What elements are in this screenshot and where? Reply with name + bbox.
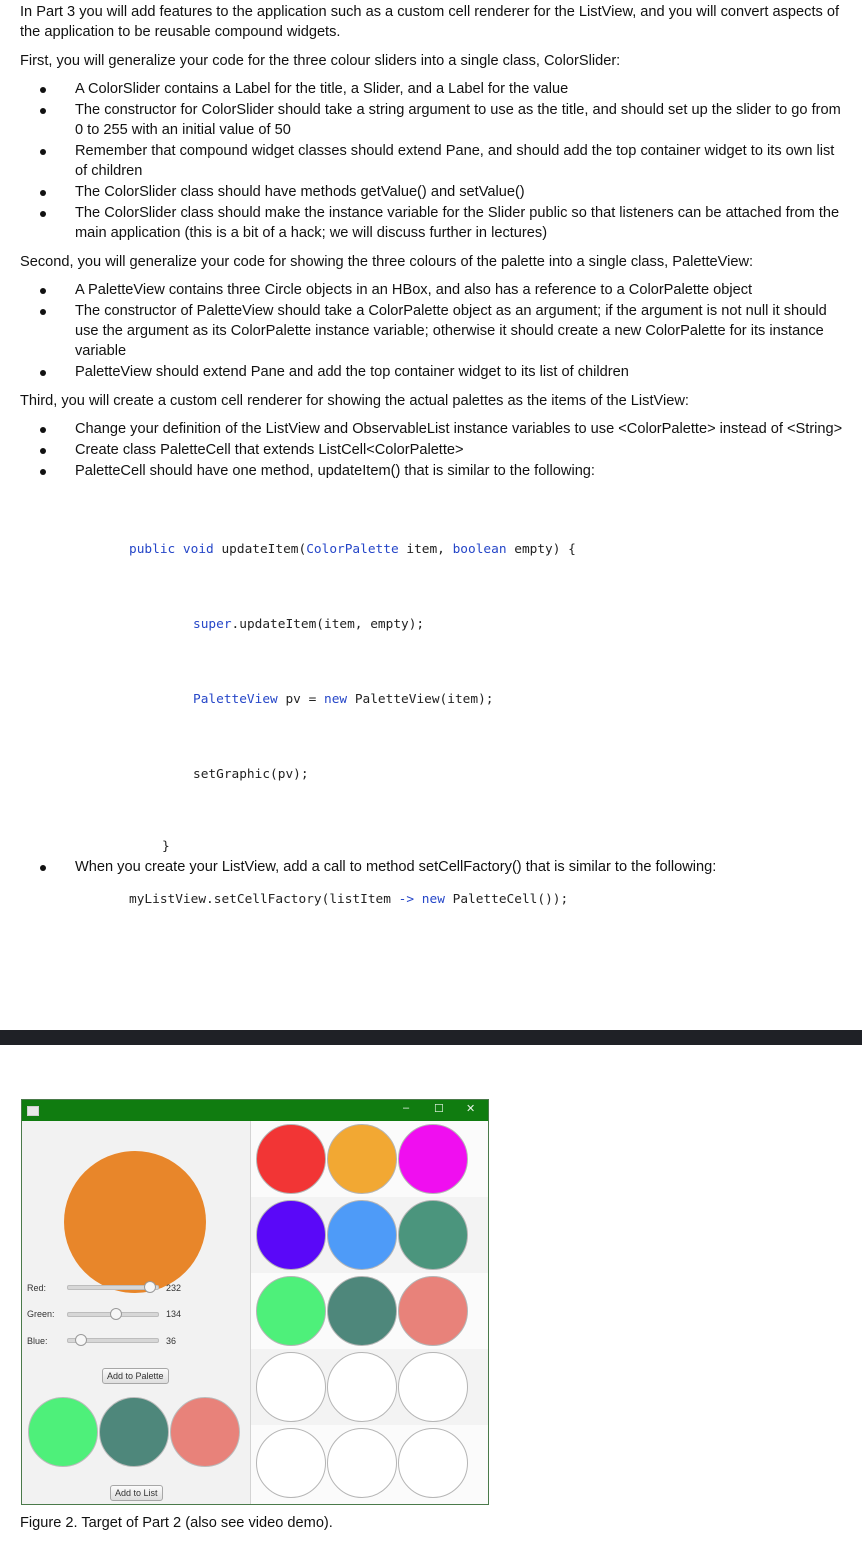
list-color-circle bbox=[327, 1428, 397, 1498]
list-item: The constructor of PaletteView should take a ColorPalette object as an argument; if the argument is not null it should use the argument as its ColorPalette instance variable; otherwise it should create a new ColorPalette for its instance variable bbox=[20, 301, 845, 361]
third-lead: Third, you will create a custom cell renderer for showing the actual palettes as the items of the ListView: bbox=[20, 393, 689, 409]
factory-code: myListView.setCellFactory(listItem -> new PaletteCell()); bbox=[129, 892, 569, 907]
palette-color-circle bbox=[99, 1397, 169, 1467]
list-color-circle bbox=[256, 1428, 326, 1498]
list-item: The ColorSlider class should have methods getValue() and setValue() bbox=[20, 182, 845, 202]
blue-slider-knob[interactable] bbox=[75, 1334, 87, 1346]
list-item: The constructor for ColorSlider should take a string argument to use as the title, and should set up the slider to go from 0 to 255 with an initial value of 50 bbox=[20, 100, 845, 140]
code-line: setGraphic(pv); bbox=[193, 767, 309, 782]
palette-color-circle bbox=[28, 1397, 98, 1467]
list-color-circle bbox=[327, 1200, 397, 1270]
red-label: Red: bbox=[27, 1283, 47, 1293]
list-color-circle bbox=[398, 1124, 468, 1194]
list-item: A PaletteView contains three Circle objects in an HBox, and also has a reference to a ColorPalette object bbox=[20, 280, 845, 300]
second-list bbox=[20, 280, 845, 382]
main-color-circle bbox=[64, 1151, 206, 1293]
document-body bbox=[20, 2, 845, 912]
list-color-circle bbox=[256, 1200, 326, 1270]
code-close-brace: } bbox=[162, 839, 170, 854]
third-list bbox=[20, 419, 845, 481]
list-item: Remember that compound widget classes should extend Pane, and should add the top container widget to its own list of children bbox=[20, 141, 845, 181]
list-item: Change your definition of the ListView and ObservableList instance variables to use <ColorPalette> instead of <String> bbox=[20, 419, 845, 439]
palette-color-circle bbox=[170, 1397, 240, 1467]
screenshot-top-bar bbox=[0, 1030, 862, 1045]
red-value: 232 bbox=[166, 1283, 182, 1293]
list-item: When you create your ListView, add a call to method setCellFactory() that is similar to the following: bbox=[20, 857, 845, 877]
red-slider-knob[interactable] bbox=[144, 1281, 156, 1293]
green-slider-knob[interactable] bbox=[110, 1308, 122, 1320]
code-line: PaletteView pv = new PaletteView(item); bbox=[193, 692, 494, 707]
list-item: Create class PaletteCell that extends ListCell<ColorPalette> bbox=[20, 440, 845, 460]
code-line: public void updateItem(ColorPalette item, boolean empty) { bbox=[129, 542, 576, 557]
list-item: PaletteCell should have one method, updateItem() that is similar to the following: bbox=[20, 461, 845, 481]
list-color-circle bbox=[256, 1352, 326, 1422]
list-color-circle bbox=[327, 1276, 397, 1346]
first-lead: First, you will generalize your code for the three colour sliders into a single class, ColorSlider: bbox=[20, 53, 621, 69]
update-item-code bbox=[129, 487, 845, 837]
title-bar bbox=[22, 1100, 488, 1121]
list-color-circle bbox=[398, 1276, 468, 1346]
list-color-circle bbox=[398, 1428, 468, 1498]
list-item: The ColorSlider class should make the instance variable for the Slider public so that listeners can be attached from the main application (this is a bit of a hack; we will discuss further in lectures) bbox=[20, 203, 845, 243]
minimize-icon[interactable]: – bbox=[403, 1102, 410, 1114]
green-value: 134 bbox=[166, 1309, 182, 1319]
first-list bbox=[20, 79, 845, 243]
list-item: A ColorSlider contains a Label for the title, a Slider, and a Label for the value bbox=[20, 79, 845, 99]
add-to-list-button[interactable]: Add to List bbox=[110, 1485, 163, 1501]
list-item: PaletteView should extend Pane and add the top container widget to its list of children bbox=[20, 362, 845, 382]
second-lead: Second, you will generalize your code for showing the three colours of the palette into a single class, PaletteView: bbox=[20, 254, 754, 270]
list-color-circle bbox=[256, 1276, 326, 1346]
code-line: super.updateItem(item, empty); bbox=[193, 617, 425, 632]
intro-paragraph: In Part 3 you will add features to the application such as a custom cell renderer for the ListView, and you will convert aspects of the application to be reusable compound widgets. bbox=[20, 4, 840, 40]
maximize-icon[interactable]: ☐ bbox=[434, 1103, 444, 1115]
add-to-palette-button[interactable]: Add to Palette bbox=[102, 1368, 169, 1384]
editor-pane bbox=[22, 1121, 250, 1504]
list-color-circle bbox=[398, 1352, 468, 1422]
list-color-circle bbox=[327, 1352, 397, 1422]
blue-value: 36 bbox=[166, 1336, 177, 1346]
blue-label: Blue: bbox=[27, 1336, 48, 1346]
palette-list-view[interactable] bbox=[250, 1121, 489, 1504]
list-color-circle bbox=[256, 1124, 326, 1194]
app-window bbox=[21, 1099, 489, 1505]
green-label: Green: bbox=[27, 1309, 55, 1319]
list-color-circle bbox=[327, 1124, 397, 1194]
app-icon bbox=[27, 1106, 39, 1116]
close-icon[interactable]: ✕ bbox=[466, 1103, 476, 1115]
factory-list bbox=[20, 857, 845, 877]
figure-caption: Figure 2. Target of Part 2 (also see video demo). bbox=[20, 1515, 333, 1531]
list-color-circle bbox=[398, 1200, 468, 1270]
